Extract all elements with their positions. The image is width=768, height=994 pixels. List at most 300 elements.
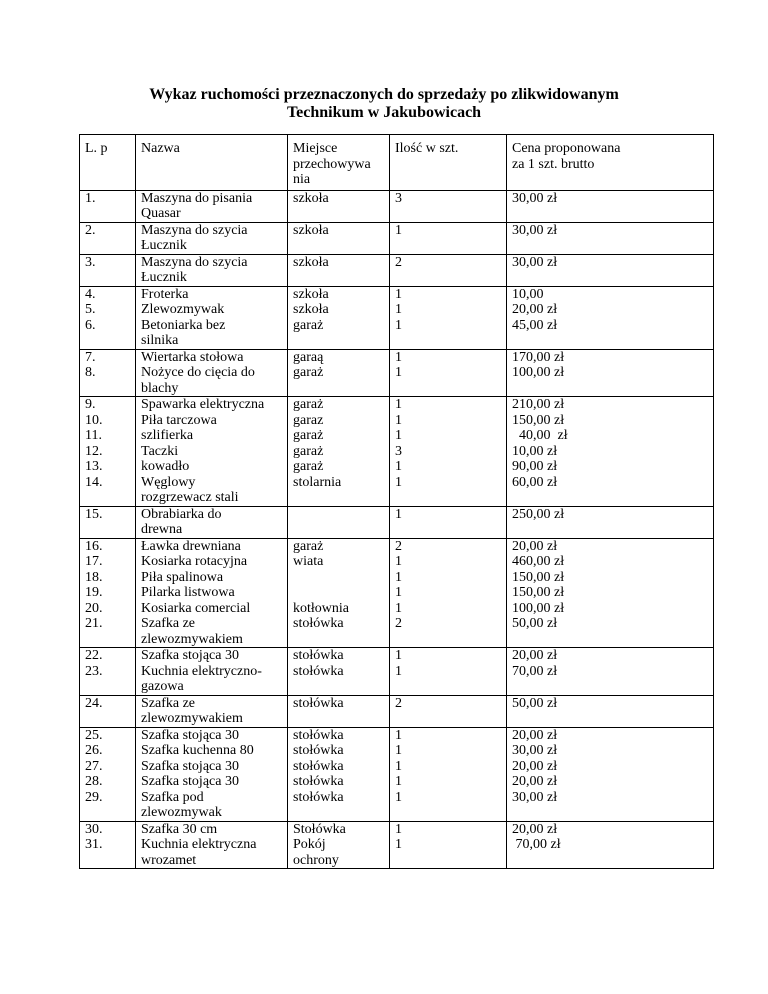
cell-price-text: 10,00 [512, 286, 544, 302]
header-location [288, 135, 390, 191]
header-price-line: za 1 szt. brutto [512, 156, 595, 172]
cell-lp-text: 1. [85, 190, 96, 206]
cell-name [136, 538, 288, 648]
cell-lp [80, 397, 136, 507]
cell-quantity [390, 254, 507, 286]
cell-lp [80, 222, 136, 254]
cell-name [136, 397, 288, 507]
cell-lp [80, 538, 136, 648]
cell-location [288, 821, 390, 869]
cell-location-text: szkoła [293, 254, 329, 270]
empty-line [395, 490, 506, 506]
empty-line [512, 853, 713, 869]
empty-line [395, 522, 506, 538]
empty-line [395, 805, 506, 821]
cell-name-text: drewna [141, 522, 183, 537]
cell-name [136, 695, 288, 727]
cell-price-text: 20,00 zł [512, 648, 558, 663]
cell-lp-text: 9. [85, 397, 96, 412]
empty-line [395, 238, 506, 254]
cell-name-text: kowadło [141, 459, 190, 474]
empty-line [85, 206, 135, 222]
cell-quantity-text: 2 [395, 616, 402, 631]
cell-name-text: Zlewozmywak [141, 302, 225, 317]
header-quantity: Ilość w szt. [390, 135, 507, 191]
empty-line [293, 585, 389, 601]
cell-location [288, 695, 390, 727]
cell-location-text: stołówka [293, 663, 344, 679]
table-row [80, 349, 714, 397]
cell-lp-text: 6. [85, 317, 96, 333]
cell-name [136, 727, 288, 821]
cell-location-text: stolarnia [293, 474, 342, 490]
cell-name-text: Maszyna do pisania [141, 190, 253, 206]
empty-line [85, 490, 135, 506]
empty-line [293, 381, 389, 397]
cell-lp [80, 286, 136, 349]
empty-line [293, 805, 389, 821]
table-row [80, 286, 714, 349]
cell-lp-text: 13. [85, 459, 103, 474]
empty-line [293, 490, 389, 506]
empty-line [512, 381, 713, 397]
cell-quantity-text: 1 [395, 789, 402, 805]
cell-lp-text: 5. [85, 302, 96, 317]
empty-line [293, 333, 389, 349]
cell-price-text: 20,00 zł [512, 538, 558, 554]
cell-location [288, 648, 390, 696]
cell-name-text: zlewozmywak [141, 805, 222, 820]
empty-line [512, 522, 713, 538]
empty-line [293, 679, 389, 695]
cell-name-text: Szafka pod [141, 789, 204, 805]
cell-name-text: Froterka [141, 286, 189, 302]
cell-price-text: 30,00 zł [512, 190, 558, 206]
cell-quantity [390, 695, 507, 727]
cell-quantity-text: 1 [395, 758, 402, 774]
cell-name-text: Pilarka listwowa [141, 585, 235, 600]
cell-lp [80, 190, 136, 222]
cell-location [288, 254, 390, 286]
cell-price-text: 150,00 zł [512, 569, 565, 585]
cell-lp-text: 11. [85, 428, 102, 443]
cell-location-text: Pokój [293, 837, 326, 852]
cell-price-text: 30,00 zł [512, 254, 558, 270]
table-row [80, 538, 714, 648]
cell-price-text: 20,00 zł [512, 302, 558, 317]
cell-lp-text: 26. [85, 743, 103, 758]
cell-location [288, 538, 390, 648]
cell-lp-text: 24. [85, 695, 103, 711]
cell-quantity-text: 1 [395, 600, 402, 616]
cell-location-text: ochrony [293, 852, 339, 868]
cell-name-text: Szafka stojąca 30 [141, 727, 239, 743]
cell-name-text: silnika [141, 333, 179, 348]
empty-line [512, 632, 713, 648]
cell-price-text: 50,00 zł [512, 695, 558, 711]
empty-line [512, 238, 713, 254]
cell-price-text: 250,00 zł [512, 506, 565, 522]
cell-price [507, 695, 714, 727]
empty-line [512, 206, 713, 222]
cell-quantity-text: 1 [395, 397, 402, 412]
header-location-line: przechowywa [293, 156, 371, 172]
cell-quantity-text: 1 [395, 317, 402, 333]
empty-line [512, 270, 713, 286]
cell-location-text: stołówka [293, 743, 344, 758]
cell-quantity-text: 1 [395, 554, 402, 569]
empty-line [293, 570, 389, 586]
cell-price-text: 60,00 zł [512, 474, 558, 490]
cell-quantity-text: 1 [395, 286, 402, 302]
cell-lp-text: 4. [85, 286, 96, 302]
cell-name-text: Kosiarka comercial [141, 600, 251, 616]
cell-location-text: szkoła [293, 190, 329, 206]
inventory-table [79, 134, 714, 869]
empty-line [512, 805, 713, 821]
empty-line [293, 238, 389, 254]
cell-location-text: szkoła [293, 222, 329, 238]
empty-line [293, 632, 389, 648]
cell-name [136, 821, 288, 869]
cell-name-text: blachy [141, 380, 179, 396]
cell-name-text: Betoniarka bez [141, 317, 226, 333]
cell-location [288, 222, 390, 254]
cell-lp-text: 2. [85, 222, 96, 238]
cell-lp [80, 695, 136, 727]
cell-location-text: garaż [293, 365, 324, 380]
cell-lp-text: 30. [85, 821, 103, 837]
table-row [80, 648, 714, 696]
cell-name-text: Węglowy [141, 474, 196, 490]
cell-location-text: stołówka [293, 648, 344, 663]
cell-quantity [390, 821, 507, 869]
cell-name-text: Kuchnia elektryczna [141, 837, 257, 852]
cell-location-text: stołówka [293, 727, 344, 743]
cell-quantity [390, 286, 507, 349]
cell-location-text: wiata [293, 554, 324, 569]
cell-price [507, 190, 714, 222]
empty-line [512, 679, 713, 695]
cell-name-text: Szafka stojąca 30 [141, 758, 239, 774]
cell-price-text: 20,00 zł [512, 758, 558, 774]
cell-quantity [390, 397, 507, 507]
table-row [80, 727, 714, 821]
cell-name-text: szlifierka [141, 428, 194, 443]
cell-price [507, 727, 714, 821]
cell-lp-text: 27. [85, 758, 103, 774]
empty-line [85, 805, 135, 821]
cell-price-text: 30,00 zł [512, 743, 558, 758]
header-price-line: Cena proponowana [512, 141, 621, 156]
cell-name-text: Szafka kuchenna 80 [141, 743, 254, 758]
table-row [80, 397, 714, 507]
cell-name-text: Łucznik [141, 238, 187, 253]
cell-lp-text: 16. [85, 538, 103, 554]
cell-name-text: Wiertarka stołowa [141, 349, 244, 365]
cell-location [288, 727, 390, 821]
cell-name-text: Spawarka elektryczna [141, 397, 265, 412]
cell-location-text: stołówka [293, 616, 344, 631]
cell-name [136, 349, 288, 397]
cell-name-text: wrozamet [141, 852, 197, 868]
cell-location-text: garaż [293, 428, 324, 443]
cell-lp-text: 3. [85, 254, 96, 270]
cell-location-text: garaż [293, 538, 324, 554]
empty-line [293, 711, 389, 727]
cell-quantity-text: 2 [395, 254, 402, 270]
table-row [80, 506, 714, 538]
cell-name [136, 506, 288, 538]
empty-line [512, 711, 713, 727]
cell-name [136, 286, 288, 349]
cell-location-text: garaż [293, 459, 324, 474]
cell-name-text: Łucznik [141, 270, 187, 285]
table-row [80, 821, 714, 869]
cell-price-text: 70,00 zł [512, 663, 558, 679]
cell-quantity-text: 1 [395, 365, 402, 380]
cell-lp [80, 821, 136, 869]
cell-name-text: gazowa [141, 679, 184, 694]
cell-price [507, 538, 714, 648]
cell-price-text: 20,00 zł [512, 727, 558, 743]
empty-line [85, 853, 135, 869]
cell-price [507, 254, 714, 286]
cell-price-text: 70,00 zł [512, 837, 561, 852]
cell-price-text: 40,00 zł [512, 428, 568, 443]
cell-price-text: 30,00 zł [512, 222, 558, 238]
table-row [80, 222, 714, 254]
cell-location-text: szkoła [293, 302, 329, 317]
empty-line [85, 270, 135, 286]
empty-line [395, 270, 506, 286]
cell-name-text: Obrabiarka do [141, 506, 222, 522]
empty-line [85, 522, 135, 538]
cell-quantity-text: 1 [395, 663, 402, 679]
cell-quantity-text: 3 [395, 190, 402, 206]
cell-price-text: 460,00 zł [512, 554, 565, 569]
table-body [80, 190, 714, 869]
cell-quantity-text: 1 [395, 821, 402, 837]
cell-quantity-text: 1 [395, 727, 402, 743]
table-row [80, 254, 714, 286]
cell-price-text: 210,00 zł [512, 397, 565, 412]
cell-lp-text: 29. [85, 789, 103, 805]
cell-price [507, 349, 714, 397]
cell-quantity [390, 648, 507, 696]
cell-price [507, 506, 714, 538]
header-lp: L. p [80, 135, 136, 191]
cell-quantity-text: 3 [395, 443, 402, 459]
header-price [507, 135, 714, 191]
cell-price-text: 90,00 zł [512, 459, 558, 474]
cell-quantity-text: 1 [395, 569, 402, 585]
cell-quantity [390, 222, 507, 254]
cell-name-text: Szafka stojąca 30 [141, 648, 239, 663]
cell-quantity-text: 1 [395, 474, 402, 490]
cell-location [288, 506, 390, 538]
cell-name-text: Szafka 30 cm [141, 821, 218, 837]
cell-quantity-text: 2 [395, 695, 402, 711]
empty-line [512, 333, 713, 349]
cell-quantity-text: 1 [395, 585, 402, 600]
cell-quantity-text: 1 [395, 648, 402, 663]
empty-line [85, 632, 135, 648]
cell-price-text: 100,00 zł [512, 365, 565, 380]
cell-name-text: Szafka ze [141, 695, 196, 711]
table-header-row [80, 135, 714, 191]
empty-line [395, 206, 506, 222]
cell-price [507, 286, 714, 349]
cell-quantity-text: 1 [395, 222, 402, 238]
cell-price-text: 170,00 zł [512, 349, 565, 365]
empty-line [395, 333, 506, 349]
cell-name-text: Kuchnia elektryczno- [141, 663, 262, 679]
empty-line [85, 238, 135, 254]
cell-quantity [390, 506, 507, 538]
cell-lp-text: 18. [85, 569, 103, 585]
empty-line [512, 490, 713, 506]
cell-name [136, 222, 288, 254]
cell-lp-text: 31. [85, 837, 103, 852]
cell-name-text: Ławka drewniana [141, 538, 241, 554]
cell-quantity [390, 190, 507, 222]
cell-quantity-text: 1 [395, 774, 402, 789]
title-line-2: Technikum w Jakubowicach [286, 104, 482, 121]
cell-name [136, 254, 288, 286]
cell-lp [80, 349, 136, 397]
empty-line [85, 679, 135, 695]
cell-name-text: Piła spalinowa [141, 569, 224, 585]
cell-price-text: 10,00 zł [512, 443, 558, 459]
cell-price [507, 648, 714, 696]
cell-lp-text: 28. [85, 774, 103, 789]
cell-lp-text: 15. [85, 506, 103, 522]
cell-name-text: zlewozmywakiem [141, 631, 243, 647]
cell-price-text: 45,00 zł [512, 317, 558, 333]
cell-price-text: 20,00 zł [512, 821, 558, 837]
cell-location-text: Stołówka [293, 821, 346, 837]
cell-price [507, 397, 714, 507]
cell-name [136, 648, 288, 696]
cell-name-text: rozgrzewacz stali [141, 490, 239, 505]
cell-name-text: Nożyce do cięcia do [141, 365, 255, 380]
cell-quantity [390, 538, 507, 648]
cell-quantity-text: 2 [395, 538, 402, 554]
cell-location-text: garaż [293, 317, 324, 333]
header-name: Nazwa [136, 135, 288, 191]
cell-name-text: Szafka stojąca 30 [141, 774, 239, 789]
cell-name-text: Maszyna do szycia [141, 254, 248, 270]
cell-name-text: zlewozmywakiem [141, 711, 243, 726]
cell-lp-text: 7. [85, 349, 96, 365]
empty-line [395, 711, 506, 727]
cell-lp [80, 727, 136, 821]
cell-price-text: 150,00 zł [512, 412, 565, 428]
cell-name-text: Piła tarczowa [141, 412, 217, 428]
cell-location [288, 190, 390, 222]
cell-location-text: szkoła [293, 286, 329, 302]
cell-location-text: stołówka [293, 789, 344, 805]
cell-lp-text: 12. [85, 443, 103, 459]
cell-quantity-text: 1 [395, 837, 402, 852]
cell-location-text: garaz [293, 412, 324, 428]
cell-lp-text: 22. [85, 648, 103, 663]
cell-location-text: garaż [293, 397, 324, 412]
empty-line [293, 507, 389, 523]
cell-location [288, 286, 390, 349]
cell-quantity-text: 1 [395, 302, 402, 317]
cell-location-text: kotłownia [293, 600, 349, 616]
cell-name-text: Szafka ze [141, 616, 196, 631]
cell-price-text: 20,00 zł [512, 774, 558, 789]
cell-quantity-text: 1 [395, 412, 402, 428]
cell-price-text: 30,00 zł [512, 789, 558, 805]
cell-lp [80, 648, 136, 696]
cell-price-text: 50,00 zł [512, 616, 558, 631]
empty-line [293, 522, 389, 538]
cell-location-text: garaż [293, 443, 324, 459]
empty-line [85, 711, 135, 727]
cell-quantity [390, 349, 507, 397]
cell-lp [80, 254, 136, 286]
document-title [0, 86, 768, 122]
empty-line [395, 632, 506, 648]
cell-lp-text: 23. [85, 663, 103, 679]
empty-line [85, 333, 135, 349]
cell-quantity-text: 1 [395, 428, 402, 443]
cell-quantity-text: 1 [395, 743, 402, 758]
cell-price-text: 150,00 zł [512, 585, 565, 600]
cell-name-text: Taczki [141, 443, 179, 459]
cell-location [288, 397, 390, 507]
title-line-1: Wykaz ruchomości przeznaczonych do sprzedaży po zlikwidowanym [149, 86, 619, 103]
cell-lp-text: 10. [85, 412, 103, 428]
table-row [80, 190, 714, 222]
empty-line [293, 270, 389, 286]
cell-location-text: stołówka [293, 695, 344, 711]
empty-line [395, 853, 506, 869]
cell-lp-text: 20. [85, 600, 103, 616]
cell-name-text: Maszyna do szycia [141, 222, 248, 238]
header-location-line: nia [293, 172, 311, 187]
cell-quantity-text: 1 [395, 349, 402, 365]
cell-location-text: stołówka [293, 774, 344, 789]
cell-name-text: Kosiarka rotacyjna [141, 554, 248, 569]
cell-quantity [390, 727, 507, 821]
cell-lp-text: 19. [85, 585, 103, 600]
cell-lp [80, 506, 136, 538]
cell-location [288, 349, 390, 397]
cell-quantity-text: 1 [395, 459, 402, 474]
cell-lp-text: 8. [85, 365, 96, 380]
cell-quantity-text: 1 [395, 506, 402, 522]
cell-location-text: garaą [293, 349, 324, 365]
header-location-line: Miejsce [293, 141, 338, 156]
empty-line [395, 679, 506, 695]
cell-location-text: stołówka [293, 758, 344, 774]
cell-lp-text: 17. [85, 554, 103, 569]
cell-price [507, 222, 714, 254]
empty-line [85, 381, 135, 397]
cell-lp-text: 21. [85, 616, 103, 631]
table-row [80, 695, 714, 727]
cell-name-text: Quasar [141, 206, 181, 221]
cell-price [507, 821, 714, 869]
cell-name [136, 190, 288, 222]
cell-lp-text: 25. [85, 727, 103, 743]
cell-price-text: 100,00 zł [512, 600, 565, 616]
